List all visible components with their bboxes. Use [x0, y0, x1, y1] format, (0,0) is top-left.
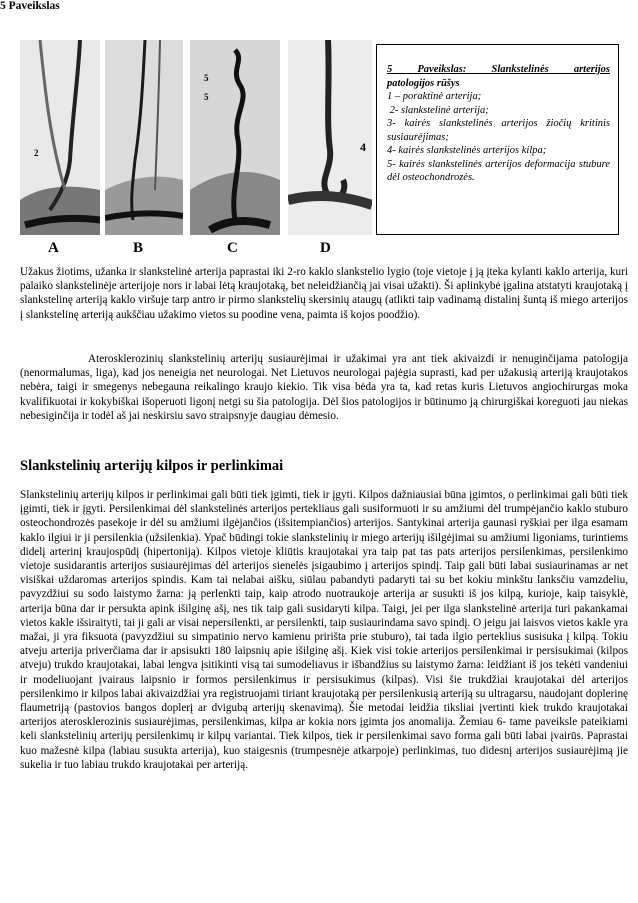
figure-caption: 5 Paveikslas [0, 0, 60, 12]
section-heading: Slankstelinių arterijų kilpos ir perlinkimai [20, 458, 284, 474]
legend-title-line2: patologijos rūšys [387, 77, 460, 89]
paragraph-2: Aterosklerozinių slankstelinių arterijų susiaurėjimai ir užakimai yra ant tiek akivaizdi ir nenuginčijama patologija (nenormalumas, liga), kad jos neneigia net neurologai. Net Lietuvos neurologai pajėgia suprasti, kad per užakusią arteriją kraujotakos nebėra, taigi ir smegenys nebegauna reikalingo kraujo kiekio. Tik visa bėda yra ta, kad retas kuris Lietuvos angiochirurgas moka kvalifikuotai ir kokybiškai išoperuoti ligonį netgi su šia patologija. Dėl šios patologijos ir būtinumo ją chirurgiškai koreguoti jau niekas nebesiginčija ir todėl aš jai neskirsiu savo straipsnyje daugiau dėmesio. [20, 353, 628, 422]
figure-legend-box [376, 44, 619, 235]
arrow-label-5a: 5 [204, 73, 209, 83]
arrow-label-2: 2 [34, 148, 39, 158]
arrow-label-4: 4 [360, 140, 366, 154]
panel-label-c: C [227, 240, 238, 256]
panel-label-a: A [48, 240, 59, 256]
panel-label-b: B [133, 240, 144, 256]
panel-label-d: D [320, 240, 331, 256]
angiogram-image-a [20, 40, 100, 235]
paragraph-body: Slankstelinių arterijų kilpos ir perlinkimai gali būti tiek įgimti, tiek ir įgyti. Kilpos dažniausiai būna įgimtos, o perlinkimai gali būti tiek įgimti, tiek ir įgyti. Persilenkimai dėl slankstelinės arterijos pertekliaus gali susiformuoti ir su amžiumi dėl trumpėjančio kaklo stuburo osteochondrozės pasekoje ir dėl su amžiumi ilgėjančios (išsitempiančios) arterijos. Santykinai arterija gaunasi ryškiai per ilga esamam kaklo ilgiui ir ji persilenkia (užsilenkia). Ypač būdingi tokie slankstelinių ir miego arterijų išilgėjimai su amžiumi ligoniams, turintiems didelį arterinį kraujospūdį (hipertoniją). Kilpos vietoje kliūtis kraujotakai yra taip pat tas pats arterijos persilenkimas, persilenkimo vietoje susidarantis arterijos susiaurėjimas dėl arterijos sienelės įsigaubimo į arterijos spindį. Taip gali būti labai susiaurinamas ar net visiškai uždaromas arterijos spindis. Kam tai nelabai aišku, siūlau pabandyti padaryti tai su bet kokiu minkštu lanksčiu vamzdeliu, pavyzdžiui su sodo laistymo žarna: ją perlenkti taip, kaip atrodo nuotraukoje arterija ar susukti iš jos kilpą, kurioje, kaip taisyklė, arterija būna dar ir persukta apink išilginę ašį, nes tik taip gali susidaryti kilpa. Taigi, jei per ilga slankstelinė arterija turi pakankamai vietos kakle išsiraityti, tai ji gali ar visai nepersilenkti, ar persilenkti, taip susiaurindama savo spindį. O jeigu jai laisvos vietos kakle yra mažai, ji yra fiksuota (pavyzdžiui su simpatinio nervo kamienu pririšta prie stuburo), tai tada ilgio perteklius susisuka į kilpą. Tokiu atveju arterija priverčiama dar ir apsisukti 180 laipsnių apie išilginę ašį. Kiek visi tokie arterijos persilenkimai ir persisukimai (kilpos atveju) trukdo kraujotakai, labai lengva įsitikinti visą tai sumodeliavus ir išbandžius su laistymo žarna: leidžiant iš jos tekėti vandeniui ir modeliuojant įvairaus laipsnio ir formos persilenkimus ir persisukimus (kilpas). Visi šie trukdžiai kraujotakai dėl arterijos persilenkimo ir kilpos labai akivaizdžiai yra registruojami tiriant kraujotaką per persilenkusią arteriją su ultragarsu, naudojant doplerinę flaumetriją (pastovios bangos doplerį ar dvigubą arterijų skenavimą). Šie metodai leidžia tiksliai įvertinti kiek trukdo kraujotakai arterijos aterosklerozinis susiaurėjimas, persilenkimas, kilpa ar kokia nors įgimta jos anomalija. Žemiau 6- tame paveiksle pateikiami keli slankstelinių arterijų persilenkimų ir kilpų variantai. Tiek kilpos, tiek ir persilenkimai savo forma gali būti labai įvairūs. Paprastai kuo mažesnė kilpa (labiau susukta arterija), kuo staigesnis (trumpesnėje atkarpoje) perlinkimas, tuo didesnį arterijos susiaurėjimą jie sukelia ir tuo labiau trukdo kraujotakai per arteriją. [20, 489, 628, 771]
angiogram-image-d [288, 40, 372, 235]
legend-item-3: 3- kairės slankstelinės arterijos žiočių kritinis susiaurėjimas; [387, 118, 610, 143]
arrow-label-5b: 5 [204, 92, 209, 102]
legend-title-line1: 5 Paveikslas: Slankstelinės arterijos [387, 64, 610, 75]
legend-item-2: 2- slankstelinė arterija; [387, 104, 489, 116]
legend-item-4: 4- kairės slankstelinės arterijos kilpa; [387, 145, 547, 156]
paragraph-1: Užakus žiotims, užanka ir slankstelinė arterija paprastai iki 2-ro kaklo slankstelio lygio (toje vietoje į ją įteka kylanti kaklo arterija, kuri palaiko slankstelinėje arterijoje nors ir labai lėtą kraujotaką, bet neleidžiančią jai visai užakti). Ši aplinkybė įgalina atstatyti kraujotaką į slankstelinę arteriją kaklo viršuje tarp antro ir pirmo slankstelių skersinių ataugų (atlikti taip vadinamą distalinį šuntą iš miego arterijos į slankstelinę arteriją aukščiau užakimo vietos su poodine vena, paimta iš kojos poodžio). [20, 266, 628, 321]
legend-item-1: 1 – poraktinė arterija; [387, 91, 482, 102]
legend-item-5: 5- kairės slankstelinės arterijos deformacija stubure dėl osteochondrozės. [387, 158, 610, 183]
angiogram-image-c [190, 40, 280, 235]
angiogram-image-b [105, 40, 183, 235]
